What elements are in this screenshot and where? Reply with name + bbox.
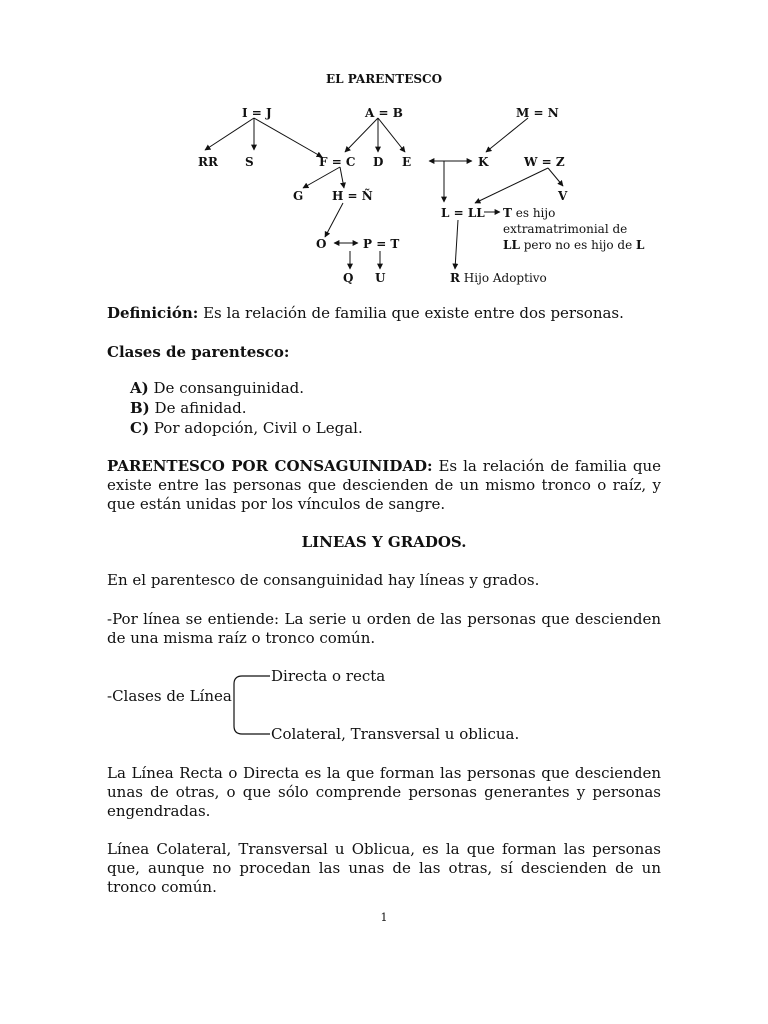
node-u: U — [375, 271, 386, 285]
node-m-n: M = N — [516, 106, 559, 120]
list-item: A) De consanguinidad. — [130, 379, 305, 397]
node-s: S — [245, 155, 254, 169]
por-linea-paragraph: -Por línea se entiende: La serie u orden de las personas que descienden de una misma raíz o tronco común. — [107, 610, 661, 647]
consanguinidad-paragraph: PARENTESCO POR CONSAGUINIDAD: Es la relación de familia que existe entre las personas que descienden de un mismo tronco o raíz, y que están unidas por los vínculos de sangre. — [107, 457, 661, 513]
node-i-j: I = J — [242, 106, 272, 120]
linea-recta-paragraph: La Línea Recta o Directa es la que forman las personas que descienden unas de otras, o que sólo comprende personas generantes y personas engendradas. — [107, 764, 661, 820]
linea-option-directa: Directa o recta — [271, 667, 386, 685]
clases-heading: Clases de parentesco: — [107, 343, 290, 361]
brace-icon — [228, 672, 272, 738]
clases-list — [130, 378, 363, 438]
clases-linea-label: -Clases de Línea — [107, 687, 232, 705]
node-v: V — [558, 189, 568, 203]
node-g: G — [293, 189, 304, 203]
document-title: EL PARENTESCO — [325, 72, 443, 86]
node-d: D — [373, 155, 384, 169]
node-p-t: P = T — [363, 237, 400, 251]
node-o: O — [316, 237, 327, 251]
list-item: B) De afinidad. — [130, 399, 247, 417]
linea-option-colateral: Colateral, Transversal u oblicua. — [271, 725, 520, 743]
lineas-grados-heading: LINEAS Y GRADOS. — [301, 533, 467, 551]
note-t-line2: extramatrimonial de — [503, 222, 628, 236]
node-rr: RR — [198, 155, 218, 169]
linea-colateral-paragraph: Línea Colateral, Transversal u Oblicua, es la que forman las personas que, aunque no procedan las unas de las otras, sí descienden de un tronco común. — [107, 840, 661, 896]
node-a-b: A = B — [365, 106, 403, 120]
family-tree-diagram — [0, 0, 768, 300]
node-k: K — [478, 155, 489, 169]
note-r: R Hijo Adoptivo — [450, 271, 547, 285]
node-w-z: W = Z — [524, 155, 565, 169]
node-l-ll: L = LL — [441, 206, 485, 220]
definition-paragraph: Definición: Es la relación de familia que existe entre dos personas. — [107, 304, 624, 322]
node-q: Q — [343, 271, 354, 285]
note-t-line1: T es hijo — [503, 206, 556, 220]
node-h-n: H = Ñ — [332, 189, 373, 203]
note-t-line3: LL pero no es hijo de L — [503, 238, 645, 252]
list-item: C) Por adopción, Civil o Legal. — [130, 419, 363, 437]
node-e: E — [402, 155, 412, 169]
lineas-paragraph: En el parentesco de consanguinidad hay líneas y grados. — [107, 571, 540, 589]
node-f-c: F = C — [319, 155, 356, 169]
page-number: 1 — [380, 911, 388, 924]
